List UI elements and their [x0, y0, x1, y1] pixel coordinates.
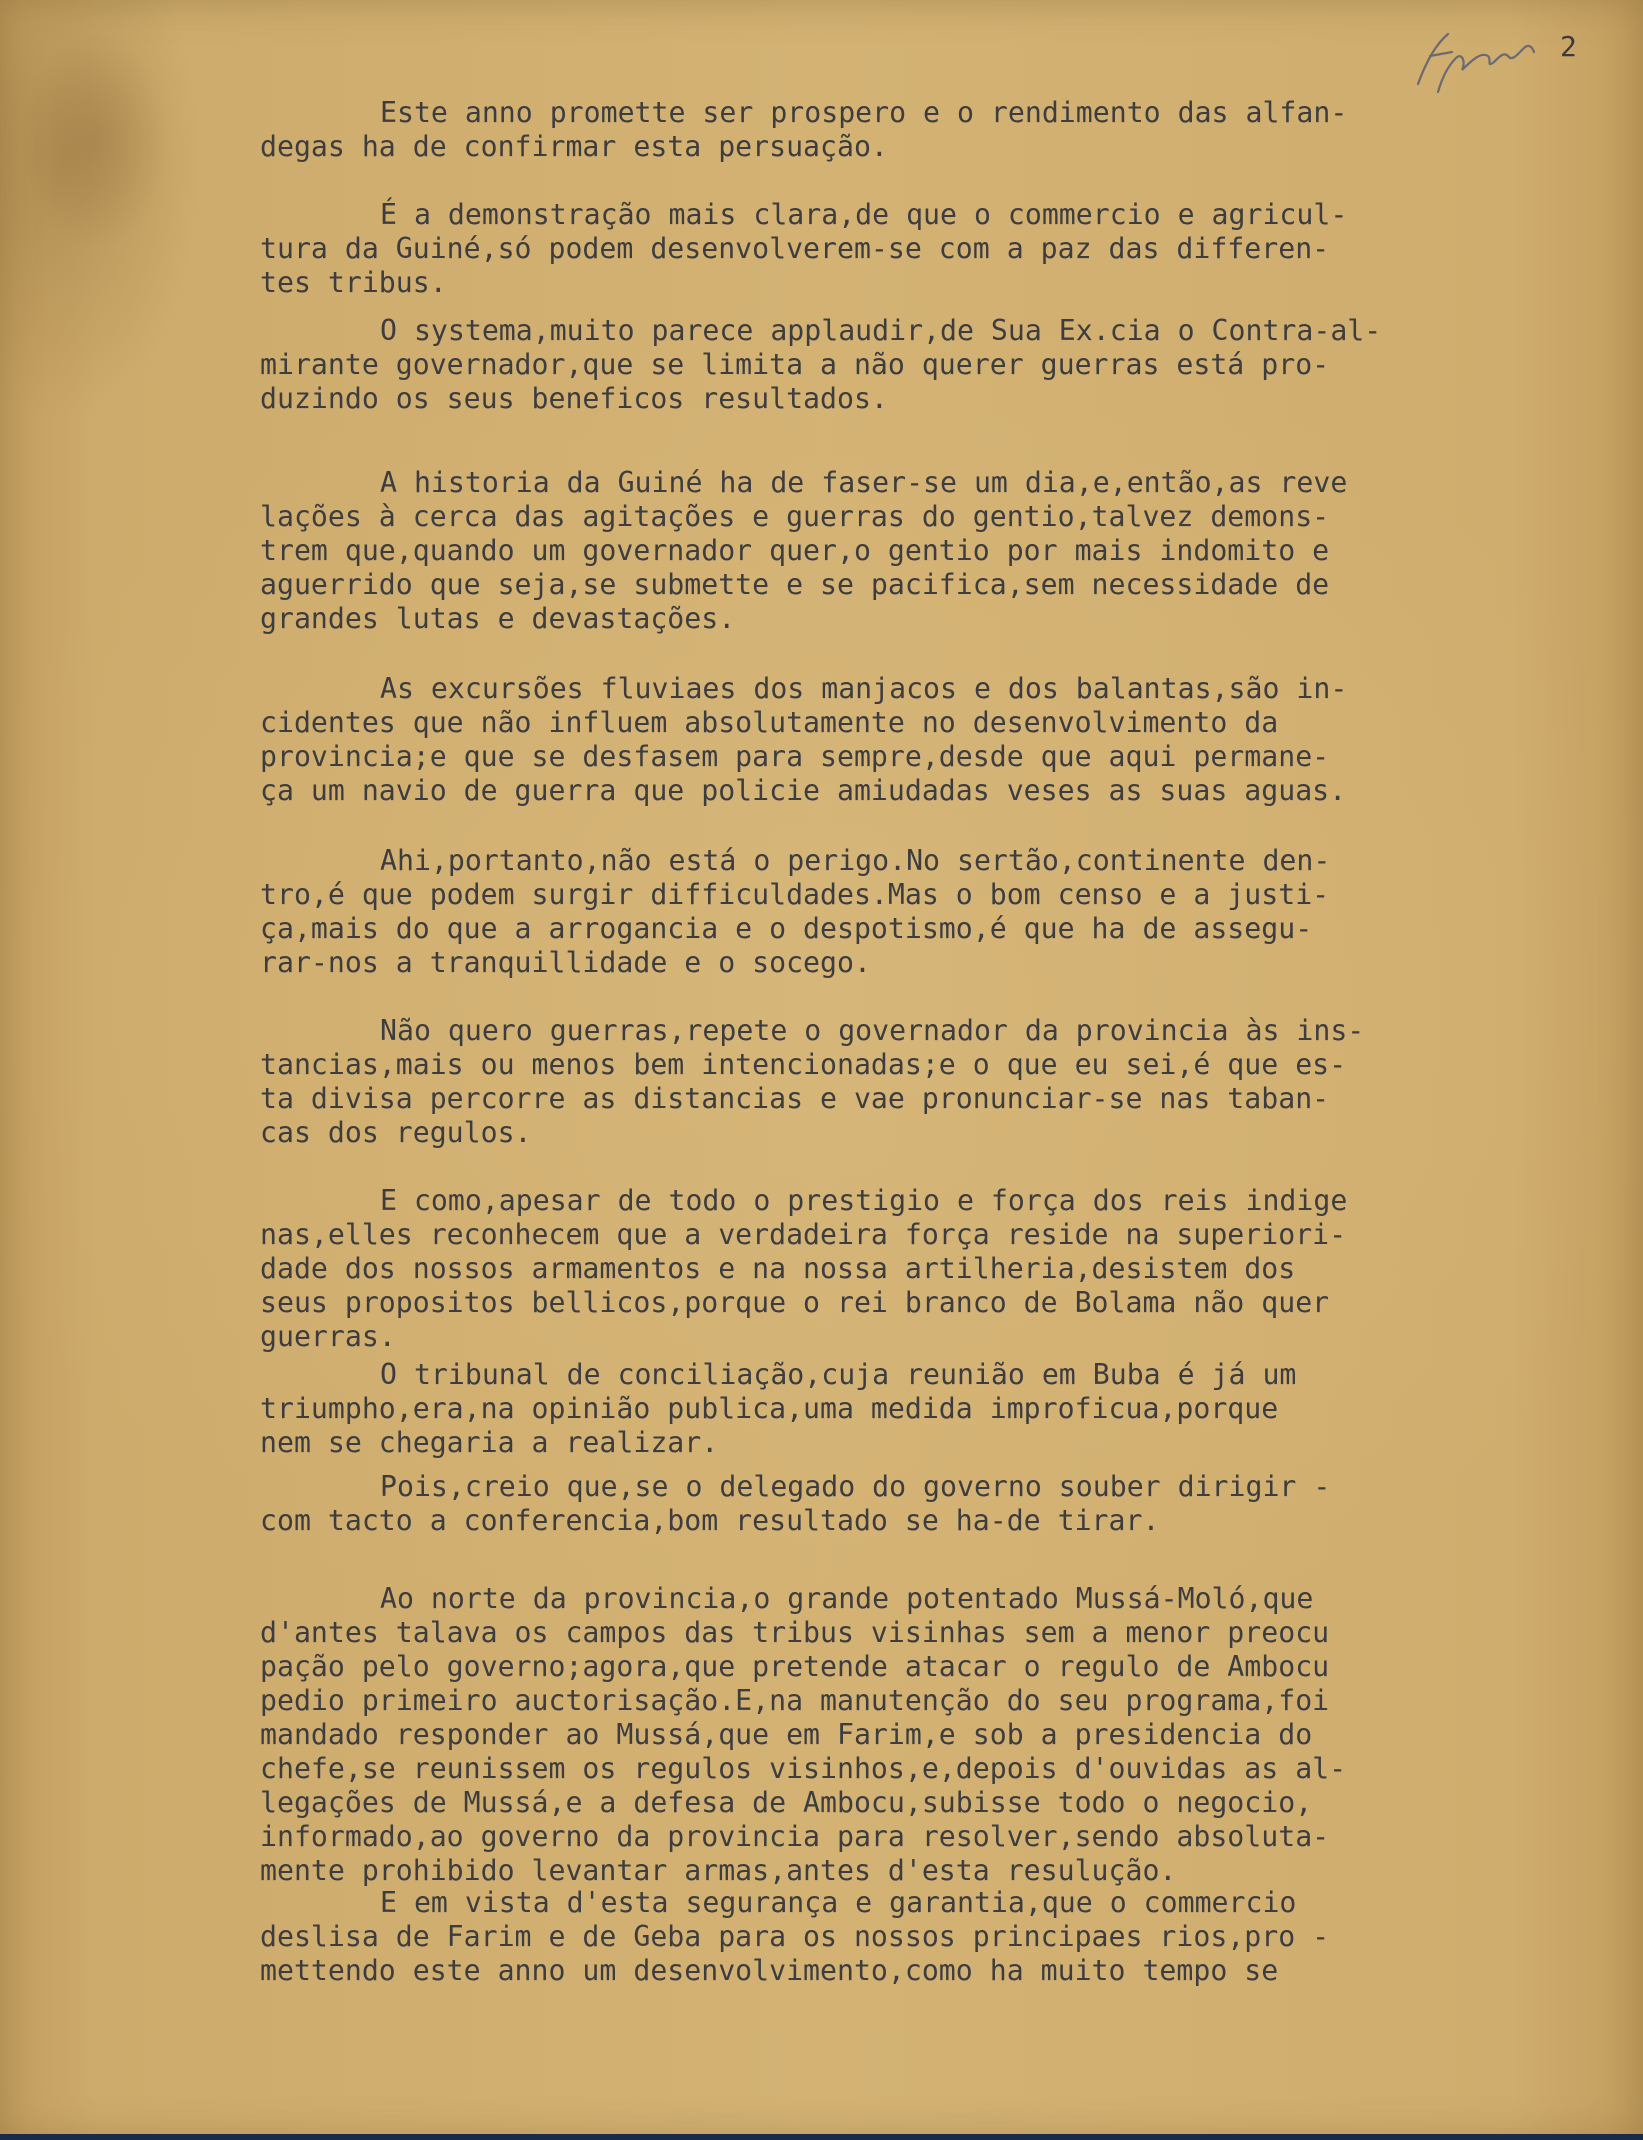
text-line: aguerrido que seja,se submette e se pacifica,sem necessidade de: [260, 568, 1330, 601]
text-line: lações à cerca das agitações e guerras do gentio,talvez demons-: [260, 500, 1330, 533]
text-line: ta divisa percorre as distancias e vae pronunciar-se nas taban-: [260, 1082, 1330, 1115]
text-line: d'antes talava os campos das tribus visinhas sem a menor preocu: [260, 1616, 1330, 1649]
handwritten-signature: [1408, 22, 1558, 100]
text-line: E como,apesar de todo o prestigio e força dos reis indige: [380, 1184, 1348, 1217]
text-line: O systema,muito parece applaudir,de Sua Ex.cia o Contra-al-: [380, 314, 1382, 347]
text-line: A historia da Guiné ha de faser-se um dia,e,então,as reve: [380, 466, 1348, 499]
paragraph: [260, 672, 1347, 808]
paragraph: [260, 1014, 1364, 1150]
text-line: nas,elles reconhecem que a verdadeira força reside na superiori-: [260, 1218, 1347, 1251]
text-line: Ahi,portanto,não está o perigo.No sertão,continente den-: [380, 844, 1331, 877]
text-line: tancias,mais ou menos bem intencionadas;e o que eu sei,é que es-: [260, 1048, 1347, 1081]
text-line: com tacto a conferencia,bom resultado se ha-de tirar.: [260, 1504, 1160, 1537]
text-line: Não quero guerras,repete o governador da provincia às ins-: [380, 1014, 1365, 1047]
text-line: informado,ao governo da provincia para resolver,sendo absoluta-: [260, 1820, 1330, 1853]
text-line: mettendo este anno um desenvolvimento,como ha muito tempo se: [260, 1954, 1279, 1987]
text-line: As excursões fluviaes dos manjacos e dos balantas,são in-: [380, 672, 1348, 705]
paper-stain: [20, 30, 170, 250]
text-line: mirante governador,que se limita a não querer guerras está pro-: [260, 348, 1330, 381]
paragraph: [260, 1184, 1347, 1354]
page-number: 2: [1560, 30, 1577, 63]
text-line: rar-nos a tranquillidade e o socego.: [260, 946, 871, 979]
text-line: ça um navio de guerra que policie amiudadas veses as suas aguas.: [260, 774, 1347, 807]
paragraph: [260, 198, 1347, 300]
text-line: pedio primeiro auctorisação.E,na manutenção do seu programa,foi: [260, 1684, 1330, 1717]
text-line: triumpho,era,na opinião publica,uma medida improficua,porque: [260, 1392, 1279, 1425]
paragraph: [260, 466, 1347, 636]
text-line: grandes lutas e devastações.: [260, 602, 736, 635]
paragraph: [260, 1358, 1296, 1460]
text-line: mandado responder ao Mussá,que em Farim,e sob a presidencia do: [260, 1718, 1313, 1751]
text-line: nem se chegaria a realizar.: [260, 1426, 719, 1459]
text-line: pação pelo governo;agora,que pretende atacar o regulo de Ambocu: [260, 1650, 1330, 1683]
text-line: dade dos nossos armamentos e na nossa artilheria,desistem dos: [260, 1252, 1296, 1285]
text-line: O tribunal de conciliação,cuja reunião em Buba é já um: [380, 1358, 1297, 1391]
text-line: duzindo os seus beneficos resultados.: [260, 382, 888, 415]
text-line: tes tribus.: [260, 266, 447, 299]
paragraph: [260, 96, 1347, 164]
text-line: É a demonstração mais clara,de que o commercio e agricul-: [380, 198, 1348, 231]
paragraph: [260, 314, 1381, 416]
text-line: chefe,se reunissem os regulos visinhos,e,depois d'ouvidas as al-: [260, 1752, 1347, 1785]
text-line: cas dos regulos.: [260, 1116, 532, 1149]
paragraph: [260, 1470, 1330, 1538]
text-line: ça,mais do que a arrogancia e o despotismo,é que ha de assegu-: [260, 912, 1313, 945]
text-line: deslisa de Farim e de Geba para os nossos principaes rios,pro -: [260, 1920, 1330, 1953]
text-line: mente prohibido levantar armas,antes d'esta resulução.: [260, 1854, 1177, 1887]
text-line: degas ha de confirmar esta persuação.: [260, 130, 888, 163]
text-line: E em vista d'esta segurança e garantia,que o commercio: [380, 1886, 1297, 1919]
text-line: Este anno promette ser prospero e o rendimento das alfan-: [380, 96, 1348, 129]
text-line: cidentes que não influem absolutamente no desenvolvimento da: [260, 706, 1279, 739]
page-bottom-edge: [0, 2134, 1643, 2140]
text-line: tro,é que podem surgir difficuldades.Mas o bom censo e a justi-: [260, 878, 1330, 911]
text-line: Pois,creio que,se o delegado do governo souber dirigir -: [380, 1470, 1331, 1503]
paragraph: [260, 1886, 1329, 1988]
text-line: guerras.: [260, 1320, 396, 1353]
paragraph: [260, 1582, 1346, 1888]
text-line: Ao norte da provincia,o grande potentado Mussá-Moló,que: [380, 1582, 1314, 1615]
text-line: provincia;e que se desfasem para sempre,desde que aqui permane-: [260, 740, 1330, 773]
text-line: seus propositos bellicos,porque o rei branco de Bolama não quer: [260, 1286, 1330, 1319]
text-line: tura da Guiné,só podem desenvolverem-se com a paz das differen-: [260, 232, 1330, 265]
text-line: trem que,quando um governador quer,o gentio por mais indomito e: [260, 534, 1330, 567]
paragraph: [260, 844, 1330, 980]
text-line: legações de Mussá,e a defesa de Ambocu,subisse todo o negocio,: [260, 1786, 1313, 1819]
